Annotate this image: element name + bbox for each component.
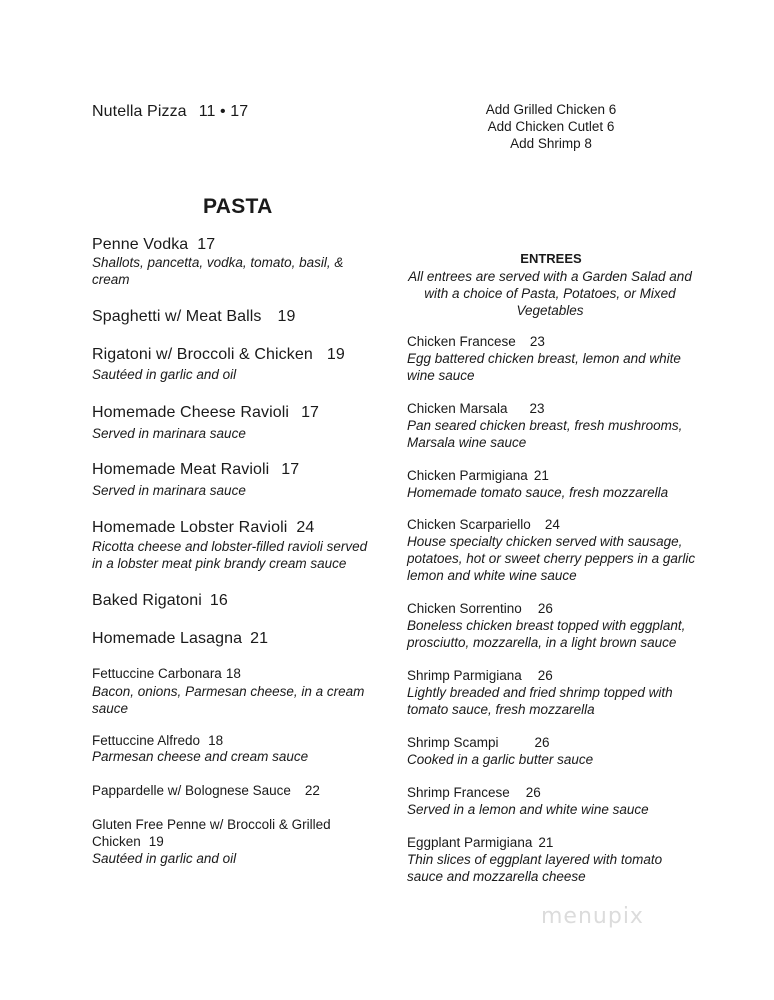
item-name: Shrimp Francese	[407, 785, 510, 800]
pasta-item	[92, 666, 377, 717]
item-description: Sautéed in garlic and oil	[92, 851, 237, 866]
pasta-item	[92, 236, 382, 288]
item-price: 22	[304, 783, 320, 798]
item-price: 23	[529, 334, 545, 349]
addon-line: Add Shrimp 8	[510, 136, 592, 151]
item-price: 23	[529, 401, 545, 416]
entree-item	[407, 668, 697, 718]
item-description: House specialty chicken served with sausage, potatoes, hot or sweet cherry peppers in a garlic lemon and white wine sauce	[407, 534, 696, 583]
item-name: Baked Rigatoni	[92, 592, 202, 609]
addons-list	[436, 101, 666, 152]
pasta-item	[92, 308, 382, 326]
item-price: 24	[296, 519, 315, 536]
entrees-heading: ENTREES	[520, 251, 582, 266]
entree-item	[407, 835, 697, 885]
item-price: 17	[281, 461, 300, 478]
entree-item	[407, 468, 697, 501]
item-price: 26	[534, 735, 550, 750]
item-name: Chicken Scarpariello	[407, 517, 531, 532]
pasta-item	[92, 519, 380, 572]
item-price: 21	[538, 835, 554, 850]
item-price: 17	[197, 236, 216, 253]
pasta-item	[92, 816, 362, 867]
item-price: 17	[301, 404, 320, 421]
addon-line: Add Chicken Cutlet 6	[487, 119, 615, 134]
item-price: 19	[326, 346, 345, 363]
item-description: Served in a lemon and white wine sauce	[407, 802, 649, 817]
entrees-note: All entrees are served with a Garden Salad and with a choice of Pasta, Potatoes, or Mixed Vegetables	[408, 269, 692, 318]
item-price: 26	[537, 668, 553, 683]
item-description: Shallots, pancetta, vodka, tomato, basil, & cream	[92, 255, 344, 287]
item-name: Shrimp Parmigiana	[407, 668, 522, 683]
item-description: Bacon, onions, Parmesan cheese, in a cream sauce	[92, 684, 365, 716]
item-name: Fettuccine Carbonara	[92, 666, 222, 681]
item-description: Served in marinara sauce	[92, 483, 246, 498]
item-name: Shrimp Scampi	[407, 735, 499, 750]
item-name: Pappardelle w/ Bolognese Sauce	[92, 783, 291, 798]
item-description: Pan seared chicken breast, fresh mushrooms, Marsala wine sauce	[407, 418, 683, 450]
pasta-item	[92, 404, 392, 442]
item-name: Gluten Free Penne w/ Broccoli & Grilled Chicken	[92, 817, 331, 849]
item-price: 26	[525, 785, 541, 800]
item-name: Chicken Sorrentino	[407, 601, 522, 616]
item-name: Eggplant Parmigiana	[407, 835, 533, 850]
item-price: 19	[148, 834, 164, 849]
item-price: 18	[208, 733, 224, 748]
entree-item	[407, 735, 697, 768]
item-name: Homemade Meat Ravioli	[92, 461, 270, 478]
item-description: Boneless chicken breast topped with eggplant, prosciutto, mozzarella, in a light brown sauce	[407, 618, 686, 650]
item-price: 21	[533, 468, 549, 483]
item-name: Homemade Lobster Ravioli	[92, 519, 288, 536]
entree-item	[407, 517, 697, 584]
item-description: Ricotta cheese and lobster-filled ravioli served in a lobster meat pink brandy cream sauce	[92, 539, 368, 571]
item-price: 19	[277, 308, 296, 325]
item-description: Homemade tomato sauce, fresh mozzarella	[407, 485, 669, 500]
entree-item	[407, 601, 697, 651]
pasta-item	[92, 783, 382, 798]
item-name: Penne Vodka	[92, 236, 189, 253]
item-name: Homemade Cheese Ravioli	[92, 404, 290, 421]
item-name: Rigatoni w/ Broccoli & Chicken	[92, 346, 313, 363]
item-description: Egg battered chicken breast, lemon and white wine sauce	[407, 351, 681, 383]
item-description: Sautéed in garlic and oil	[92, 367, 237, 382]
item-name: Fettuccine Alfredo	[92, 733, 201, 748]
entree-item	[407, 401, 697, 451]
addon-line: Add Grilled Chicken 6	[485, 102, 617, 117]
entree-item	[407, 334, 697, 384]
pasta-item	[92, 346, 392, 383]
watermark: menupix	[541, 904, 644, 929]
entree-item	[407, 785, 697, 818]
item-price: 16	[209, 592, 228, 609]
item-name: Chicken Francese	[407, 334, 516, 349]
item-price: 26	[537, 601, 553, 616]
item-description: Lightly breaded and fried shrimp topped with tomato sauce, fresh mozzarella	[407, 685, 673, 717]
item-price: 21	[250, 630, 269, 647]
item-price: 24	[544, 517, 560, 532]
pasta-item	[92, 733, 377, 765]
item-price: 11 • 17	[198, 103, 249, 120]
item-name: Homemade Lasagna	[92, 630, 243, 647]
pasta-item	[92, 592, 382, 610]
item-description: Parmesan cheese and cream sauce	[92, 749, 309, 764]
pasta-item	[92, 461, 392, 499]
item-name: Chicken Marsala	[407, 401, 508, 416]
item-description: Thin slices of eggplant layered with tomato sauce and mozzarella cheese	[407, 852, 663, 884]
item-description: Served in marinara sauce	[92, 426, 246, 441]
item-description: Cooked in a garlic butter sauce	[407, 752, 594, 767]
item-name: Spaghetti w/ Meat Balls	[92, 308, 262, 325]
item-name: Nutella Pizza	[92, 103, 187, 120]
item-price: 18	[225, 666, 241, 681]
pasta-heading: PASTA	[203, 195, 273, 218]
pasta-item	[92, 630, 382, 648]
item-name: Chicken Parmigiana	[407, 468, 528, 483]
nutella-pizza-item	[92, 103, 248, 121]
